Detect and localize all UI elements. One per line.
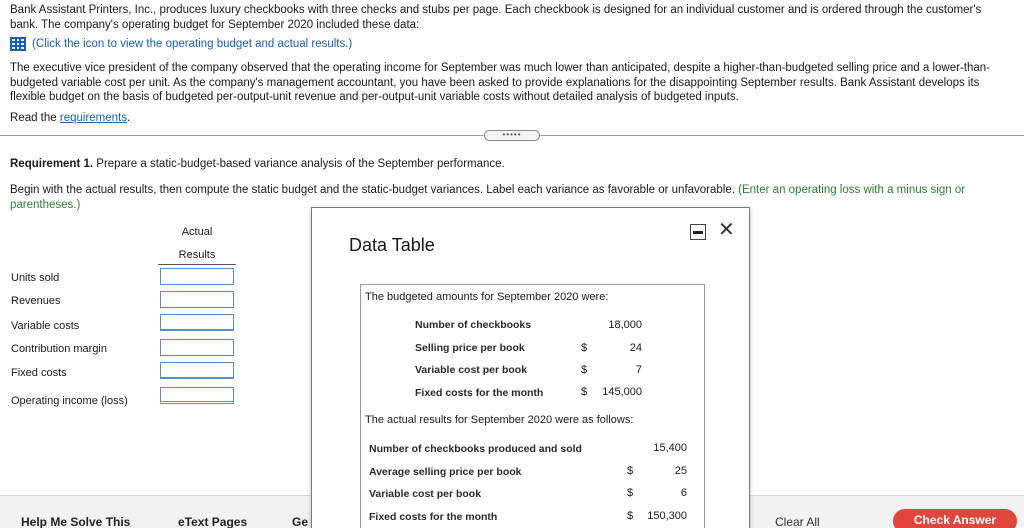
actual-label: Fixed costs for the month [369, 511, 498, 523]
input-contribution-margin[interactable] [160, 339, 234, 356]
actual-value: 6 [680, 487, 687, 499]
budget-value: 7 [635, 364, 642, 376]
data-table [360, 284, 705, 528]
actual-currency: $ [627, 487, 634, 499]
budget-label: Selling price per book [415, 342, 525, 354]
budget-currency: $ [581, 386, 588, 398]
explanation-paragraph: The executive vice president of the company observed that the operating income for September was much lower than anticipated, despite a higher-than-budgeted selling price and a lower-than-budgeted variable cost per unit. As the company's management accountant, you have been asked to provide explanations for the disappointing September results. Bank Assistant develops its flexible budget on the basis of budgeted per-output-unit revenue and per-output-unit variable costs without detailed analysis of budgeted inputs. [10, 62, 990, 103]
actual-intro: The actual results for September 2020 were as follows: [365, 414, 634, 426]
requirement-heading [10, 157, 1005, 172]
input-fixed-costs[interactable] [160, 362, 234, 379]
actual-label: Variable cost per book [369, 488, 482, 500]
actual-currency: $ [627, 465, 634, 477]
requirement-text: Prepare a static-budget-based variance analysis of the September performance. [93, 158, 505, 170]
budget-currency: $ [581, 342, 588, 354]
intro-paragraph: Bank Assistant Printers, Inc., produces luxury checkbooks with three checks and stubs per page. Each checkbook is designed for an individual customer and is ordered through the customer's bank. The company's operating budget for September 2020 included these data: [10, 4, 982, 31]
row-label-revenues: Revenues [11, 295, 61, 307]
row-label-units-sold: Units sold [11, 272, 60, 284]
clear-all-button[interactable]: Clear All [775, 515, 820, 528]
data-table-dialog [311, 207, 750, 528]
actual-value: 150,300 [647, 510, 687, 522]
actual-value: 25 [674, 465, 687, 477]
column-header-results: Results [178, 249, 216, 261]
budget-value: 24 [629, 342, 642, 354]
requirements-link[interactable]: requirements [59, 112, 127, 124]
row-label-fixed-costs: Fixed costs [11, 367, 67, 379]
requirement-label: Requirement 1. [10, 158, 94, 170]
input-operating-income[interactable] [160, 387, 234, 404]
minimize-icon[interactable] [690, 224, 706, 240]
row-label-variable-costs: Variable costs [11, 320, 80, 332]
budget-intro: The budgeted amounts for September 2020 were: [365, 291, 609, 303]
table-grid-icon[interactable] [10, 37, 26, 51]
view-data-link[interactable] [10, 37, 352, 51]
column-header-actual: Actual [181, 226, 213, 238]
row-label-contribution-margin: Contribution margin [11, 343, 107, 355]
close-icon[interactable]: ✕ [718, 219, 735, 241]
instruction-hint: (Enter an operating loss with a minus sign or parentheses.) [10, 184, 966, 211]
instruction-text: Begin with the actual results, then compute the static budget and the static-budget variances. Label each variance as favorable or unfavorable. [10, 184, 735, 196]
input-units-sold[interactable] [160, 268, 234, 285]
read-requirements-line [10, 111, 1005, 126]
input-variable-costs[interactable] [160, 314, 234, 331]
actual-value: 15,400 [653, 442, 687, 454]
check-answer-button[interactable]: Check Answer [893, 509, 1017, 528]
column-header-rule [158, 264, 236, 265]
actual-label: Number of checkbooks produced and sold [369, 443, 582, 455]
expand-more-button[interactable]: ••••• [484, 130, 540, 141]
actual-currency: $ [627, 510, 634, 522]
help-me-solve-button[interactable]: Help Me Solve This [21, 515, 131, 528]
read-prefix: Read the [10, 112, 60, 124]
actual-label: Average selling price per book [369, 466, 522, 478]
view-data-link-text[interactable]: (Click the icon to view the operating budget and actual results.) [32, 38, 353, 50]
budget-label: Fixed costs for the month [415, 387, 544, 399]
row-label-operating-income: Operating income (loss) [11, 395, 128, 407]
etext-pages-button[interactable]: eText Pages [178, 515, 248, 528]
budget-value: 18,000 [608, 319, 642, 331]
read-suffix: . [127, 112, 131, 124]
input-revenues[interactable] [160, 291, 234, 308]
budget-value: 145,000 [602, 386, 642, 398]
budget-currency: $ [581, 364, 588, 376]
dialog-title: Data Table [349, 235, 435, 255]
budget-label: Variable cost per book [415, 364, 528, 376]
get-more-help-button[interactable]: Ge [292, 515, 309, 528]
budget-label: Number of checkbooks [415, 319, 532, 331]
